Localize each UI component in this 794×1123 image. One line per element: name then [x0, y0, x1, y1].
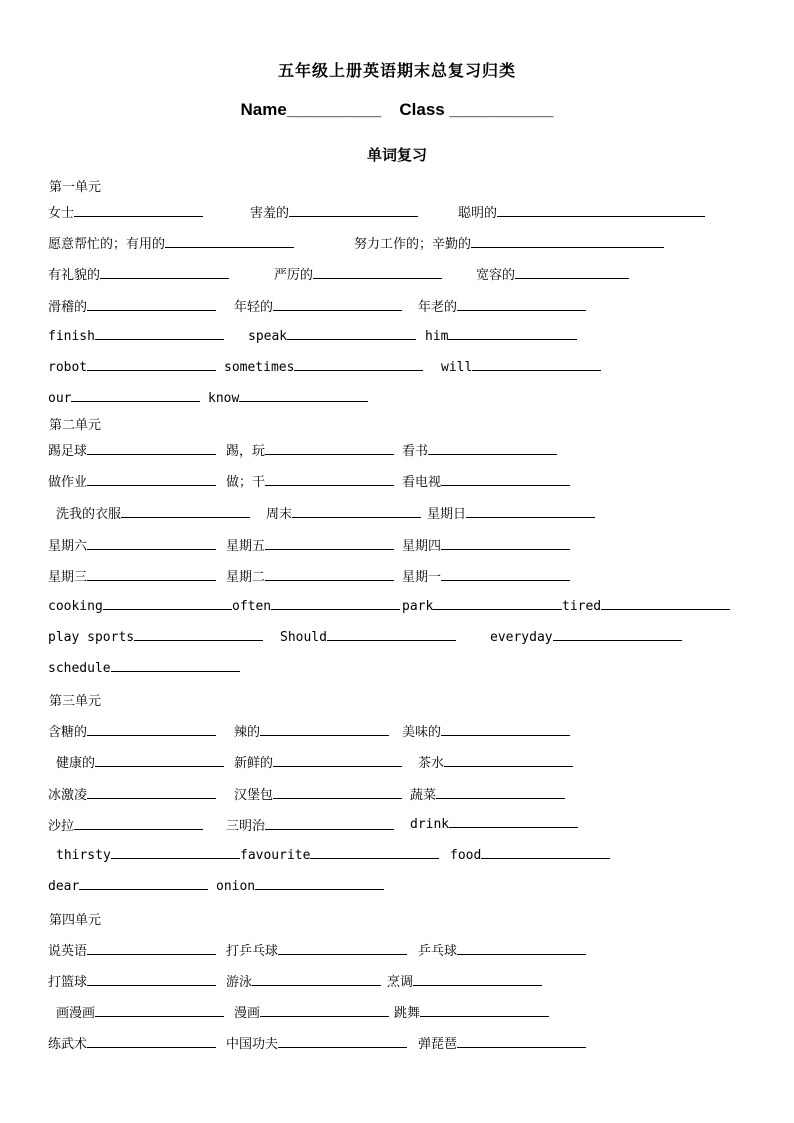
vocab-item [48, 389, 200, 406]
vocab-item [226, 566, 394, 585]
answer-blank[interactable] [449, 815, 578, 828]
answer-blank[interactable] [441, 473, 570, 486]
vocab-item [208, 389, 368, 406]
vocab-item [418, 296, 586, 315]
vocab-item [48, 535, 216, 554]
answer-blank[interactable] [95, 754, 224, 767]
vocab-item [48, 597, 232, 614]
answer-blank[interactable] [313, 266, 442, 279]
vocab-prompt: 看电视 [402, 475, 442, 490]
vocab-item [48, 877, 208, 894]
vocab-prompt: 看书 [402, 444, 429, 459]
vocab-item [226, 1033, 407, 1052]
vocab-prompt: 星期一 [402, 570, 442, 585]
vocab-prompt: 星期五 [226, 539, 266, 554]
vocab-prompt: 汉堡包 [234, 788, 274, 803]
answer-blank[interactable] [87, 473, 216, 486]
vocab-item [232, 597, 400, 614]
answer-blank[interactable] [87, 537, 216, 550]
vocab-item [226, 440, 394, 459]
vocab-prompt: 严厉的 [274, 268, 314, 283]
vocab-item [48, 327, 224, 344]
answer-blank[interactable] [273, 298, 402, 311]
vocab-prompt: 画漫画 [56, 1006, 96, 1021]
vocab-item [394, 1002, 549, 1021]
answer-blank[interactable] [87, 786, 216, 799]
vocab-item [274, 264, 442, 283]
vocab-item [48, 440, 216, 459]
vocab-item [490, 628, 682, 645]
vocab-prompt: dear [48, 879, 80, 894]
answer-blank[interactable] [121, 505, 250, 518]
vocab-item [226, 971, 381, 990]
vocab-prompt: food [450, 848, 482, 863]
answer-blank[interactable] [278, 1035, 407, 1048]
answer-blank[interactable] [273, 786, 402, 799]
vocab-item [402, 535, 570, 554]
vocab-item [240, 846, 439, 863]
answer-blank[interactable] [466, 505, 595, 518]
vocab-item [48, 940, 216, 959]
answer-blank[interactable] [444, 754, 573, 767]
answer-blank[interactable] [265, 568, 394, 581]
answer-blank[interactable] [436, 786, 565, 799]
answer-blank[interactable] [71, 389, 200, 402]
vocab-item [48, 784, 216, 803]
vocab-prompt: 洗我的衣服 [56, 507, 122, 522]
answer-blank[interactable] [553, 628, 682, 641]
answer-blank[interactable] [265, 473, 394, 486]
vocab-item [48, 202, 203, 221]
vocab-prompt: 健康的 [56, 756, 96, 771]
vocab-prompt: often [232, 599, 272, 614]
vocab-item [418, 940, 586, 959]
vocab-item [216, 877, 384, 894]
answer-blank[interactable] [472, 358, 601, 371]
vocab-item [48, 566, 216, 585]
vocab-prompt: 宽容的 [476, 268, 516, 283]
vocab-item [248, 327, 416, 344]
answer-blank[interactable] [87, 1035, 216, 1048]
vocab-prompt: 踢足球 [48, 444, 88, 459]
vocab-prompt: 努力工作的；辛勤的 [354, 237, 472, 252]
vocab-prompt: 说英语 [48, 944, 88, 959]
vocab-prompt: 星期二 [226, 570, 266, 585]
vocab-item [234, 296, 402, 315]
vocab-item [387, 971, 542, 990]
vocab-item [418, 1033, 586, 1052]
vocab-item [418, 752, 573, 771]
vocab-item [402, 440, 557, 459]
vocab-prompt: 漫画 [234, 1006, 261, 1021]
vocab-prompt: 做；干 [226, 475, 266, 490]
answer-blank[interactable] [239, 389, 368, 402]
vocab-prompt: 星期三 [48, 570, 88, 585]
name-class-line [0, 100, 794, 120]
vocab-prompt: 新鲜的 [234, 756, 274, 771]
vocab-item [441, 358, 601, 375]
answer-blank[interactable] [103, 597, 232, 610]
vocab-prompt: 打乒乓球 [226, 944, 279, 959]
answer-blank[interactable] [441, 537, 570, 550]
vocab-item [56, 846, 240, 863]
vocab-prompt: 周末 [266, 507, 293, 522]
vocab-prompt: 乒乓球 [418, 944, 458, 959]
vocab-prompt: 打篮球 [48, 975, 88, 990]
answer-blank[interactable] [260, 723, 389, 736]
vocab-item [56, 503, 250, 522]
vocab-prompt: 星期六 [48, 539, 88, 554]
vocab-item [402, 721, 570, 740]
vocab-item [48, 358, 216, 375]
vocab-item [280, 628, 456, 645]
answer-blank[interactable] [265, 442, 394, 455]
answer-blank[interactable] [292, 505, 421, 518]
answer-blank[interactable] [95, 1004, 224, 1017]
vocab-item [476, 264, 629, 283]
vocab-prompt: 踢，玩 [226, 444, 266, 459]
vocab-item [450, 846, 610, 863]
unit-heading: 第二单元 [49, 418, 102, 433]
vocab-item [425, 327, 577, 344]
vocab-prompt: drink [410, 817, 450, 832]
vocab-prompt: sometimes [224, 360, 295, 375]
answer-blank[interactable] [74, 204, 203, 217]
vocab-item [48, 1033, 216, 1052]
vocab-item [234, 721, 389, 740]
vocab-item [458, 202, 705, 221]
vocab-prompt: him [425, 329, 449, 344]
answer-blank[interactable] [413, 973, 542, 986]
answer-blank[interactable] [87, 298, 216, 311]
vocab-item [266, 503, 421, 522]
vocab-prompt: finish [48, 329, 95, 344]
vocab-prompt: cooking [48, 599, 103, 614]
vocab-item [48, 659, 240, 676]
vocab-item [48, 628, 263, 645]
unit-heading: 第一单元 [49, 180, 102, 195]
vocab-item [226, 471, 394, 490]
answer-blank[interactable] [100, 266, 229, 279]
answer-blank[interactable] [471, 235, 664, 248]
answer-blank[interactable] [428, 442, 557, 455]
vocab-prompt: 游泳 [226, 975, 253, 990]
answer-blank[interactable] [441, 568, 570, 581]
answer-blank[interactable] [278, 942, 407, 955]
vocab-prompt: 含糖的 [48, 725, 88, 740]
vocab-item [48, 264, 229, 283]
vocab-item [226, 815, 394, 834]
answer-blank[interactable] [294, 358, 423, 371]
vocab-item [410, 815, 578, 832]
answer-blank[interactable] [87, 358, 216, 371]
answer-blank[interactable] [265, 817, 394, 830]
vocab-prompt: know [208, 391, 240, 406]
vocab-item [226, 535, 394, 554]
vocab-prompt: schedule [48, 661, 111, 676]
vocab-prompt: 害羞的 [250, 206, 290, 221]
answer-blank[interactable] [481, 846, 610, 859]
vocab-item [427, 503, 595, 522]
vocab-item [234, 752, 402, 771]
vocab-prompt: 弹琵琶 [418, 1037, 458, 1052]
vocab-prompt: tired [562, 599, 602, 614]
answer-blank[interactable] [95, 327, 224, 340]
answer-blank[interactable] [273, 754, 402, 767]
vocab-prompt: 星期日 [427, 507, 467, 522]
answer-blank[interactable] [515, 266, 629, 279]
answer-blank[interactable] [327, 628, 456, 641]
vocab-prompt: 冰激凌 [48, 788, 88, 803]
vocab-prompt: 辣的 [234, 725, 261, 740]
vocab-item [402, 566, 570, 585]
vocab-item [48, 471, 216, 490]
vocab-prompt: onion [216, 879, 256, 894]
vocab-item [56, 752, 224, 771]
vocab-item [226, 940, 407, 959]
vocab-prompt: 美味的 [402, 725, 442, 740]
unit-heading: 第四单元 [49, 913, 102, 928]
vocab-prompt: 沙拉 [48, 819, 75, 834]
answer-blank[interactable] [87, 442, 216, 455]
answer-blank[interactable] [74, 817, 203, 830]
vocab-item [410, 784, 565, 803]
answer-blank[interactable] [111, 846, 240, 859]
vocab-prompt: thirsty [56, 848, 111, 863]
vocab-prompt: 中国功夫 [226, 1037, 279, 1052]
answer-blank[interactable] [87, 973, 216, 986]
answer-blank[interactable] [111, 659, 240, 672]
vocab-prompt: 茶水 [418, 756, 445, 771]
vocab-prompt: play sports [48, 630, 135, 645]
vocab-prompt: 年轻的 [234, 300, 274, 315]
vocab-prompt: 有礼貌的 [48, 268, 101, 283]
answer-blank[interactable] [420, 1004, 549, 1017]
answer-blank[interactable] [165, 235, 294, 248]
vocab-item [234, 784, 402, 803]
vocab-item [48, 296, 216, 315]
vocab-item [48, 815, 203, 834]
vocab-item [250, 202, 418, 221]
vocab-prompt: 年老的 [418, 300, 458, 315]
vocab-prompt: 蔬菜 [410, 788, 437, 803]
vocab-prompt: our [48, 391, 72, 406]
vocab-prompt: 聪明的 [458, 206, 498, 221]
vocab-item [48, 721, 216, 740]
answer-blank[interactable] [457, 942, 586, 955]
answer-blank[interactable] [601, 597, 730, 610]
answer-blank[interactable] [457, 1035, 586, 1048]
vocab-prompt: robot [48, 360, 88, 375]
answer-blank[interactable] [87, 723, 216, 736]
vocab-prompt: 滑稽的 [48, 300, 88, 315]
vocab-prompt: 做作业 [48, 475, 88, 490]
vocab-prompt: everyday [490, 630, 553, 645]
vocab-prompt: 三明治 [226, 819, 266, 834]
answer-blank[interactable] [87, 942, 216, 955]
vocab-prompt: park [402, 599, 434, 614]
answer-blank[interactable] [271, 597, 400, 610]
vocab-item [234, 1002, 389, 1021]
vocab-prompt: will [441, 360, 473, 375]
vocab-item [402, 597, 562, 614]
answer-blank[interactable] [433, 597, 562, 610]
answer-blank[interactable] [79, 877, 208, 890]
name-field-label: Name__________ [240, 100, 382, 119]
answer-blank[interactable] [265, 537, 394, 550]
answer-blank[interactable] [252, 973, 381, 986]
answer-blank[interactable] [134, 628, 263, 641]
answer-blank[interactable] [287, 327, 416, 340]
unit-heading: 第三单元 [49, 694, 102, 709]
answer-blank[interactable] [448, 327, 577, 340]
vocab-item [56, 1002, 224, 1021]
answer-blank[interactable] [255, 877, 384, 890]
vocab-item [48, 971, 216, 990]
vocab-prompt: 愿意帮忙的；有用的 [48, 237, 166, 252]
answer-blank[interactable] [497, 204, 705, 217]
vocab-prompt: 星期四 [402, 539, 442, 554]
answer-blank[interactable] [87, 568, 216, 581]
class-field-label: Class ___________ [399, 100, 554, 119]
vocab-item [562, 597, 730, 614]
answer-blank[interactable] [457, 298, 586, 311]
section-title: 单词复习 [366, 146, 427, 164]
answer-blank[interactable] [310, 846, 439, 859]
vocab-item [48, 233, 294, 252]
answer-blank[interactable] [260, 1004, 389, 1017]
vocab-item [354, 233, 664, 252]
vocab-prompt: 女士 [48, 206, 75, 221]
vocab-prompt: Should [280, 630, 327, 645]
vocab-prompt: 跳舞 [394, 1006, 421, 1021]
answer-blank[interactable] [289, 204, 418, 217]
vocab-prompt: 烹调 [387, 975, 414, 990]
vocab-item [224, 358, 423, 375]
vocab-prompt: favourite [240, 848, 311, 863]
answer-blank[interactable] [441, 723, 570, 736]
vocab-item [402, 471, 570, 490]
vocab-prompt: 练武术 [48, 1037, 88, 1052]
page-title: 五年级上册英语期末总复习归类 [277, 61, 516, 80]
vocab-prompt: speak [248, 329, 288, 344]
